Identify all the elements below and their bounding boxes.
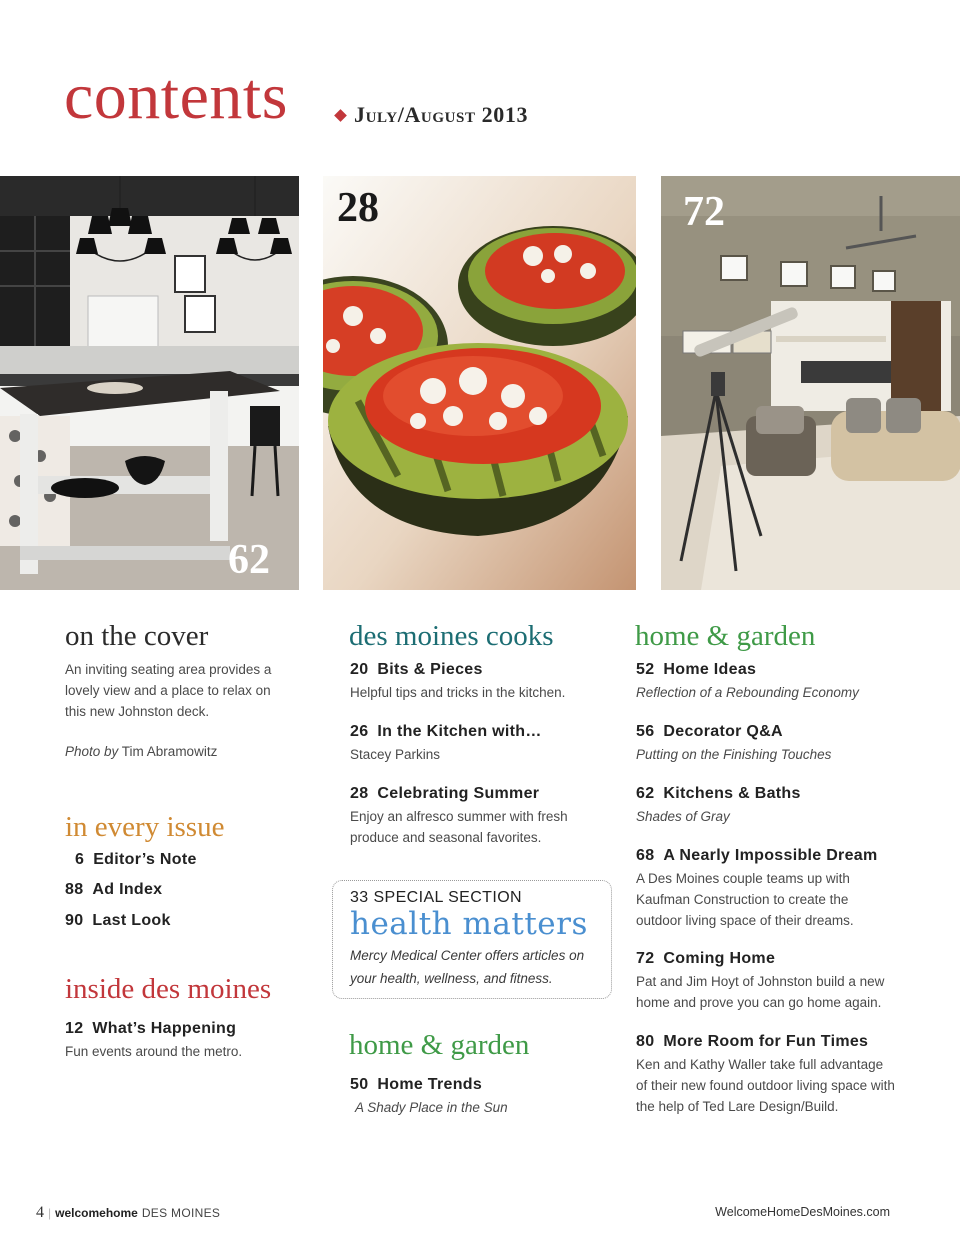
entry-title: A Nearly Impossible Dream [663, 847, 878, 864]
toc-entry[interactable] [636, 950, 775, 968]
toc-entry[interactable] [636, 661, 756, 679]
toc-entry[interactable] [636, 1033, 868, 1051]
entry-description: Ken and Kathy Waller take full advantage of their new found outdoor living space with the help of Ted Lare Design/Build. [636, 1057, 895, 1114]
entry-page: 68 [636, 847, 655, 864]
entry-page: 62 [636, 785, 655, 802]
entry-description: A Shady Place in the Sun [355, 1100, 508, 1115]
inside-des-moines-heading: inside des moines [65, 973, 272, 1005]
entry-page: 56 [636, 723, 655, 740]
entry-description: Helpful tips and tricks in the kitchen. [350, 685, 566, 700]
home-garden-heading: home & garden [635, 620, 816, 652]
brand-welcome: welcome [55, 1206, 106, 1220]
photo-credit [65, 741, 217, 762]
entry-description: Reflection of a Rebounding Economy [636, 685, 859, 700]
entry-description: Shades of Gray [636, 809, 730, 824]
entry-title: Last Look [92, 912, 171, 929]
photo-living-room[interactable] [661, 176, 960, 590]
toc-entry[interactable] [65, 881, 162, 899]
entry-page: 26 [350, 723, 369, 740]
entry-title: Ad Index [92, 881, 163, 898]
entry-title: Bits & Pieces [377, 661, 483, 678]
special-section-description: Mercy Medical Center offers articles on your health, wellness, and fitness. [350, 948, 585, 986]
entry-title: Home Ideas [663, 661, 757, 678]
special-section-title: health matters [350, 906, 588, 942]
entry-page: 6 [75, 851, 85, 868]
photo-page-number: 62 [228, 537, 270, 583]
entry-page: 28 [350, 785, 369, 802]
entry-description: Pat and Jim Hoyt of Johnston build a new home and prove you can go home again. [636, 974, 885, 1010]
entry-title: Home Trends [377, 1076, 483, 1093]
entry-description: Stacey Parkins [350, 747, 441, 762]
issue-date: July/August 2013 [354, 102, 529, 127]
entry-title: Kitchens & Baths [663, 785, 801, 802]
footer-left [36, 1204, 220, 1222]
entry-title: Celebrating Summer [377, 785, 540, 802]
brand-des-moines: DES MOINES [141, 1206, 221, 1220]
toc-entry[interactable] [350, 785, 539, 803]
diamond-icon [334, 109, 347, 122]
photo-credit-name: Tim Abramowitz [118, 744, 218, 759]
photo-kitchen[interactable] [0, 176, 299, 590]
entry-page: 12 [65, 1020, 84, 1037]
entry-title: What’s Happening [92, 1020, 237, 1037]
home-garden-heading: home & garden [349, 1029, 530, 1061]
page-number: 4 [36, 1204, 44, 1221]
toc-entry[interactable] [350, 1076, 482, 1094]
entry-title: Editor’s Note [93, 851, 197, 868]
every-issue-heading: in every issue [65, 811, 225, 843]
entry-page: 20 [350, 661, 369, 678]
entry-title: Coming Home [663, 950, 776, 967]
entry-page: 80 [636, 1033, 655, 1050]
cooks-heading: des moines cooks [349, 620, 554, 652]
footer-url[interactable]: WelcomeHomeDesMoines.com [715, 1205, 890, 1219]
footer-divider: | [48, 1206, 52, 1220]
toc-entry[interactable] [350, 661, 483, 679]
entry-description: Fun events around the metro. [65, 1044, 243, 1059]
entry-title: More Room for Fun Times [663, 1033, 869, 1050]
entry-page: 88 [65, 881, 84, 898]
entry-description: Putting on the Finishing Touches [636, 747, 832, 762]
special-section-label: 33 SPECIAL SECTION [350, 889, 522, 906]
entry-page: 72 [636, 950, 655, 967]
entry-page: 52 [636, 661, 655, 678]
toc-entry[interactable] [636, 785, 801, 803]
photo-page-number: 72 [683, 189, 725, 235]
cover-text: An inviting seating area provides a lovely view and a place to relax on this new Johnston deck. [65, 662, 272, 719]
toc-entry[interactable] [65, 912, 171, 930]
entry-description: A Des Moines couple teams up with Kaufman Construction to create the outdoor living space of their dreams. [636, 871, 854, 928]
entry-page: 50 [350, 1076, 369, 1093]
entry-page: 90 [65, 912, 84, 929]
page-title: contents [64, 60, 288, 133]
toc-entry[interactable] [75, 851, 197, 869]
photo-avocado[interactable] [323, 176, 636, 590]
cover-heading: on the cover [65, 620, 209, 652]
entry-description: Enjoy an alfresco summer with fresh produce and seasonal favorites. [350, 809, 568, 845]
toc-entry[interactable] [350, 723, 542, 741]
toc-entry[interactable] [65, 1020, 236, 1038]
photo-page-number: 28 [337, 185, 379, 231]
toc-entry[interactable] [636, 723, 783, 741]
entry-title: In the Kitchen with… [377, 723, 542, 740]
toc-entry[interactable] [636, 847, 878, 865]
entry-title: Decorator Q&A [663, 723, 783, 740]
photo-credit-prefix: Photo by [65, 744, 119, 759]
brand-home: home [105, 1206, 138, 1220]
